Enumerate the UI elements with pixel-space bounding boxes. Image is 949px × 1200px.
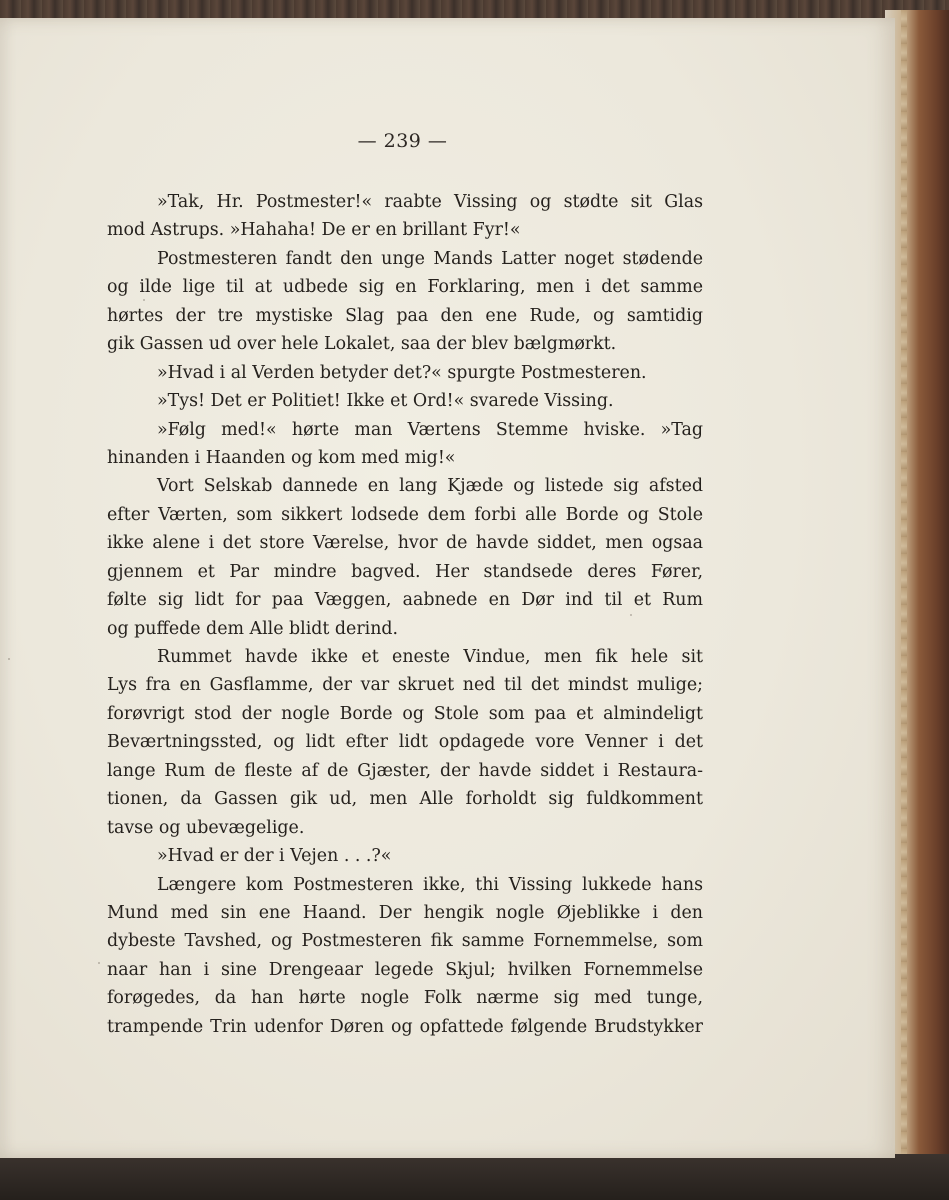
body-text (107, 188, 703, 1041)
text-line: »Tak, Hr. Postmester!« raabte Vissing og stødte sit Glas (157, 192, 703, 212)
text-line: Mund med sin ene Haand. Der hengik nogle Øjeblikke i den (107, 902, 703, 923)
text-line: »Følg med!« hørte man Værtens Stemme hviske. »Tag (157, 419, 703, 440)
text-line: følte sig lidt for paa Væggen, aabnede en Dør ind til et Rum (107, 590, 703, 611)
book-bottom-edge (0, 1154, 949, 1200)
text-line: tavse og ubevægelige. (107, 817, 305, 838)
text-line: »Hvad i al Verden betyder det?« spurgte Postmesteren. (157, 362, 647, 383)
text-line: Vort Selskab dannede en lang Kjæde og listede sig afsted (157, 476, 703, 497)
text-line: forøvrigt stod der nogle Borde og Stole som paa et almindeligt (107, 703, 703, 724)
text-line: »Hvad er der i Vejen . . .?« (157, 846, 392, 867)
text-line: mod Astrups. »Hahaha! De er en brillant Fyr!« (107, 220, 521, 241)
text-line: tionen, da Gassen gik ud, men Alle forholdt sig fuldkomment (107, 789, 703, 810)
page-stack-stripe (901, 10, 907, 1160)
text-line: Længere kom Postmesteren ikke, thi Vissing lukkede hans (157, 874, 703, 895)
text-line: hinanden i Haanden og kom med mig!« (107, 447, 456, 468)
text-line: Lys fra en Gasflamme, der var skruet ned til det mindst mulige; (107, 675, 703, 696)
page-number: — 239 — (357, 130, 448, 152)
text-line: ikke alene i det store Værelse, hvor de havde siddet, men ogsaa (107, 533, 703, 554)
text-line: gjennem et Par mindre bagved. Her standsede deres Fører, (107, 561, 703, 582)
text-line: Rummet havde ikke et eneste Vindue, men fik hele sit (157, 647, 703, 667)
text-line: trampende Trin udenfor Døren og opfattede følgende Brudstykker (107, 1016, 703, 1037)
text-line: Beværtningssted, og lidt efter lidt opdagede vore Venner i det (107, 732, 703, 753)
text-line: dybeste Tavshed, og Postmesteren fik samme Fornemmelse, som (107, 931, 703, 952)
text-line: hørtes der tre mystiske Slag paa den ene Rude, og samtidig (107, 305, 703, 326)
text-line: og puffede dem Alle blidt derind. (107, 618, 399, 639)
text-line: forøgedes, da han hørte nogle Folk nærme sig med tunge, (107, 988, 703, 1009)
text-line: naar han i sine Drengeaar legede Skjul; hvilken Fornemmelse (107, 959, 703, 980)
text-line: og ilde lige til at udbede sig en Forklaring, men i det samme (107, 277, 703, 298)
text-line: efter Værten, som sikkert lodsede dem forbi alle Borde og Stole (107, 504, 703, 525)
text-line: gik Gassen ud over hele Lokalet, saa der blev bælgmørkt. (107, 334, 617, 355)
text-line: lange Rum de fleste af de Gjæster, der havde siddet i Restaura- (107, 760, 703, 781)
page-content (0, 18, 895, 1158)
book-page (0, 18, 895, 1158)
text-line: »Tys! Det er Politiet! Ikke et Ord!« svarede Vissing. (157, 391, 614, 412)
text-line: Postmesteren fandt den unge Mands Latter noget stødende (157, 248, 703, 269)
